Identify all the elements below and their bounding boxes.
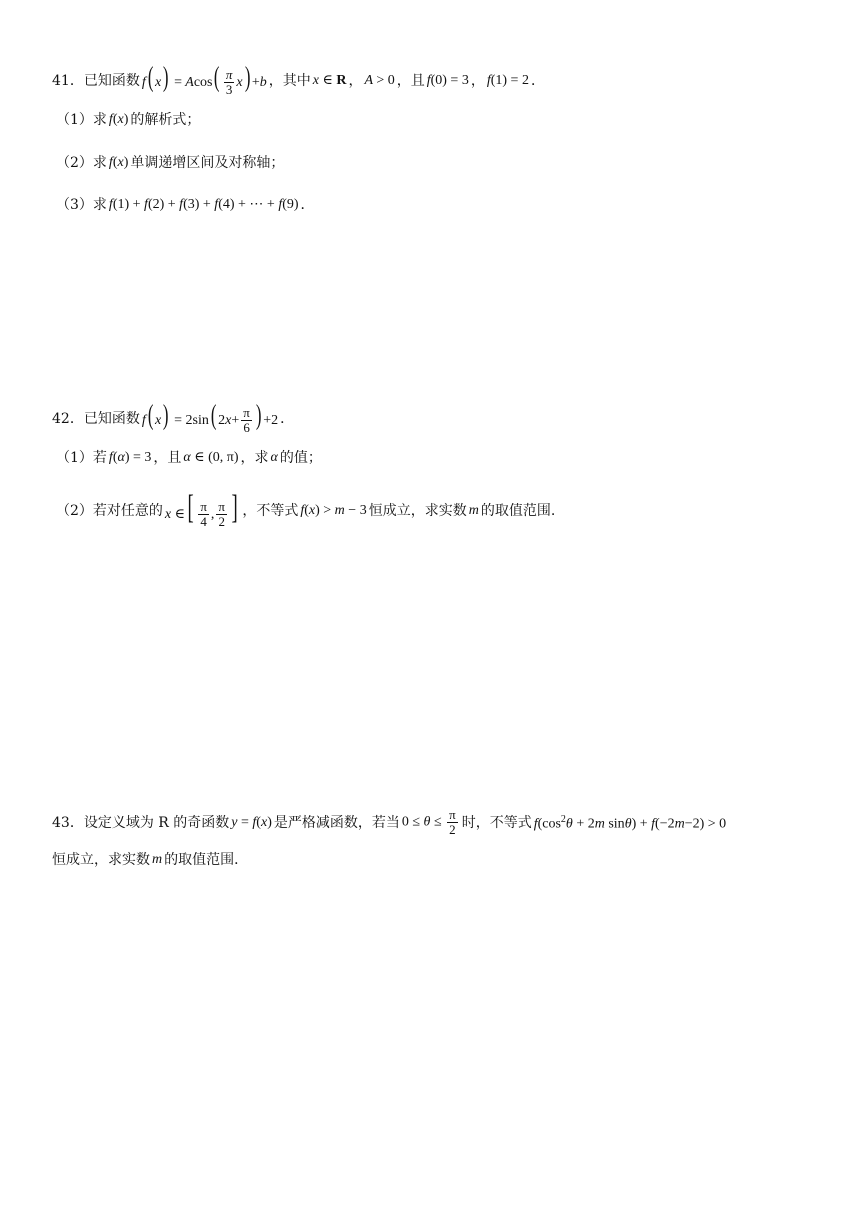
question-41-part-2: （2）求 f(x) 单调递增区间及对称轴； [56,155,285,171]
question-43-continuation: 恒成立，求实数 m 的取值范围． [52,852,249,868]
question-41-stem: 41． 已知函数 f( x) = Acos( $\frac{\pi}{3}$ x) +b ，其中 x ∈ R ， A > 0 ，且 f(0) = 3 ， f(1) = 2 ． [52,62,545,98]
question-42-part-2: （2）若对任意的 x ∈[ $\frac{\pi}{4}$ , $\frac{\pi}{2}$ ] ，不等式 f(x) > m − 3 恒成立，求实数 m 的取值范围. [56,489,556,530]
formula: f( x) = Acos( $\frac{\pi}{3}$ x) +b [141,62,267,98]
question-41-part-3: （3）求 f(1) + f(2) + f(3) + f(4) + ⋯ + f(9) ． [56,197,315,213]
question-number: 42． [52,410,84,427]
question-42-part-1: （1）若 f(α) = 3 ，且 α ∈ (0, π) ，求 α 的值； [56,450,322,466]
question-43-stem: 43． 设定义域为 R 的奇函数 y = f(x) 是严格减函数，若当 0 ≤ θ ≤ $\frac{\pi}{2}$ 时，不等式 $f(\cos^2\theta + 2m$ sinθ) + f(−2m−2) > 0 [52,807,727,837]
question-42-stem: 42． 已知函数 f( x) = 2sin( 2x+ $\frac{\pi}{6}$ ) +2 ． [52,400,295,436]
question-41-part-1: （1）求 f(x) 的解析式； [56,112,201,128]
question-number: 41． [52,72,84,89]
question-number: 43． [52,814,84,831]
